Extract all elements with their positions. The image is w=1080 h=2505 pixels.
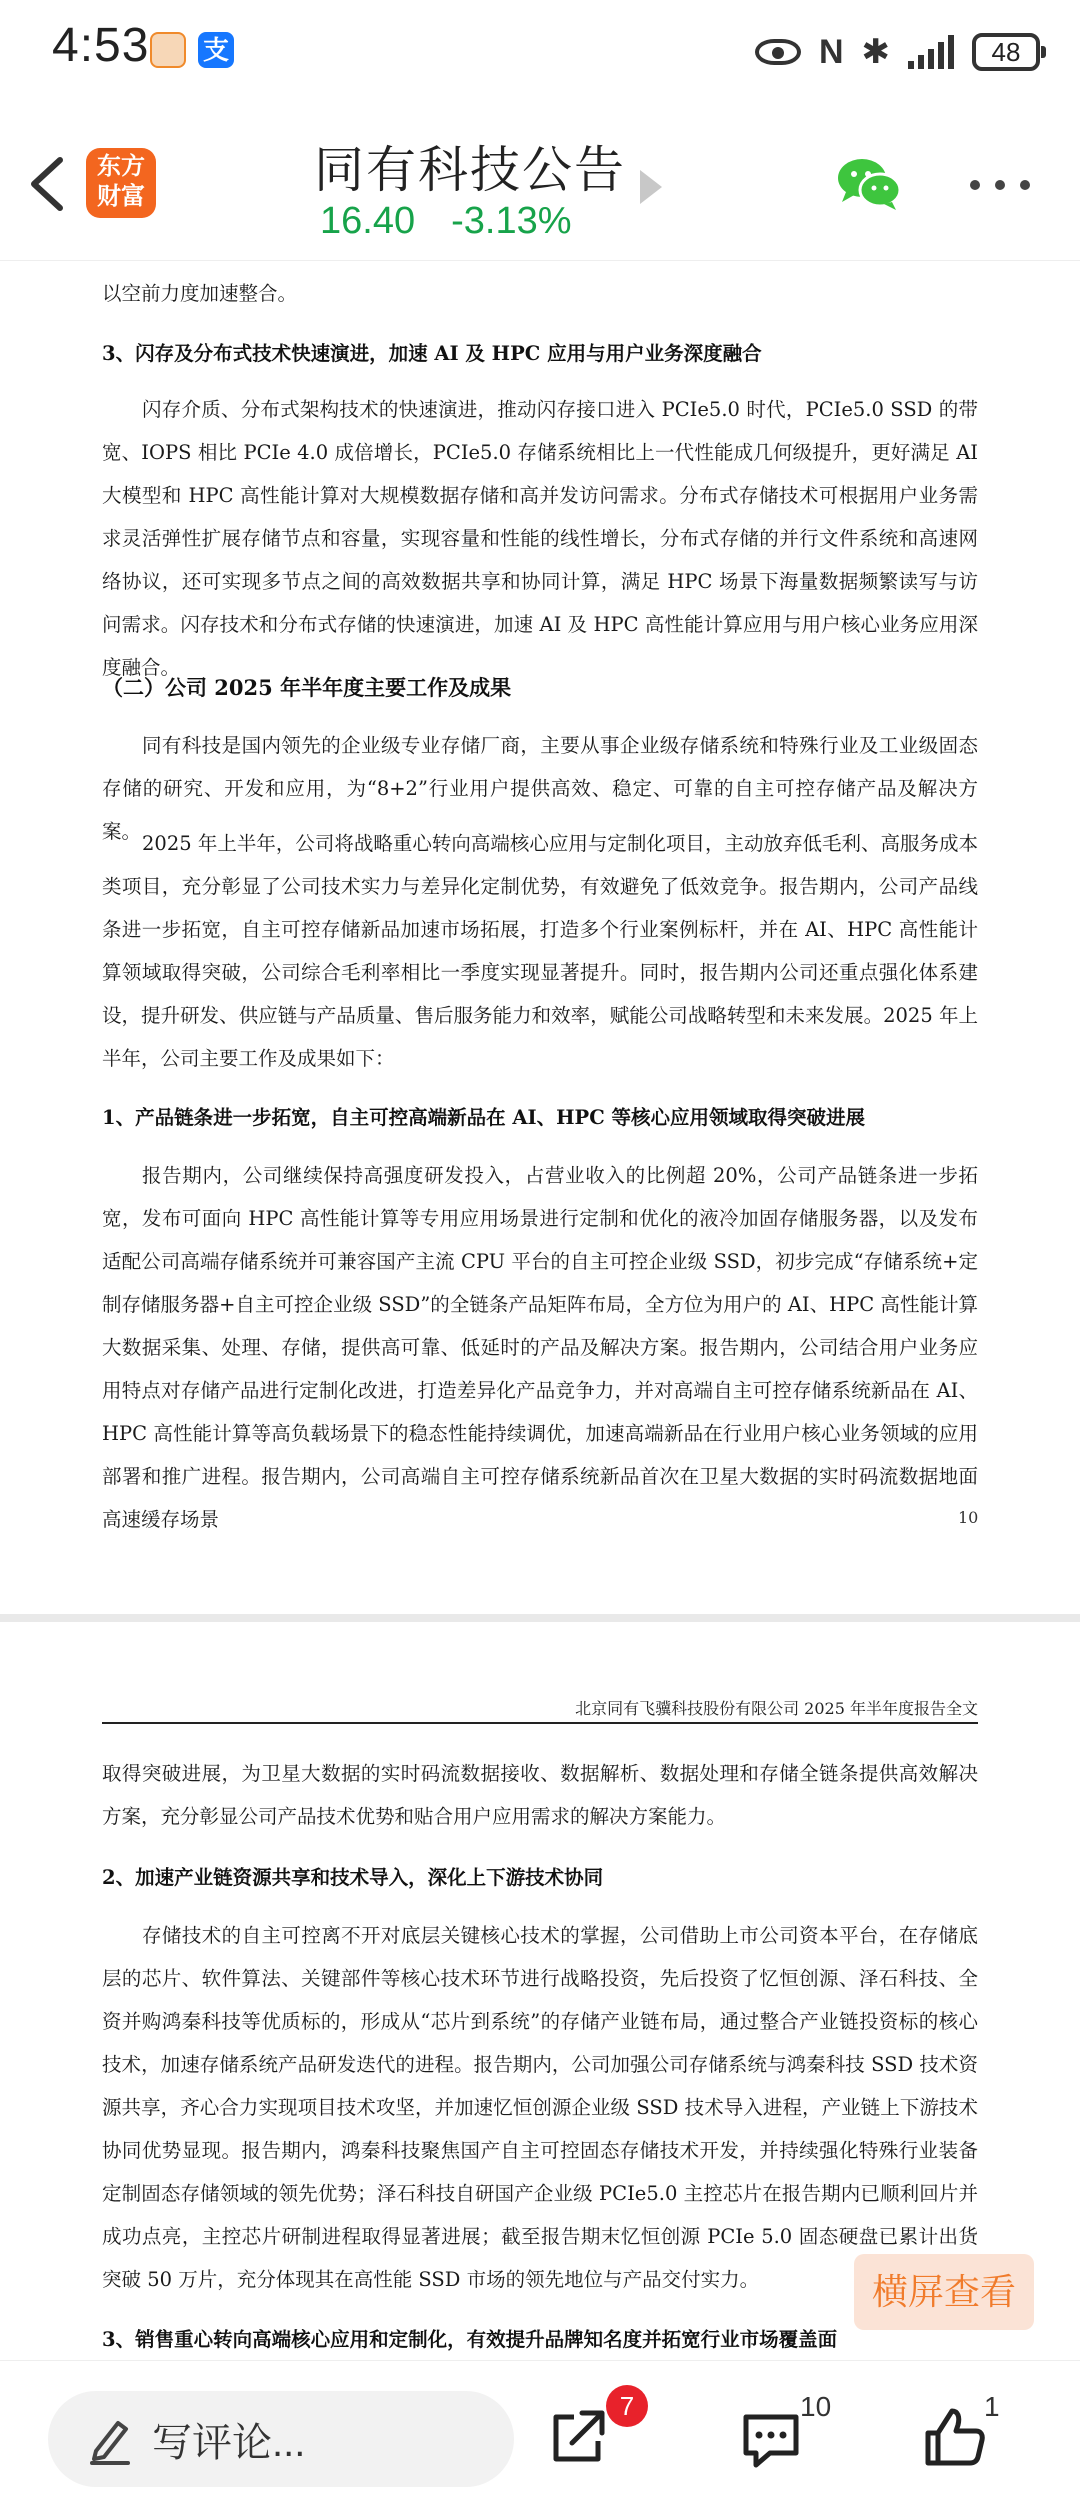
landscape-view-button[interactable]: 横屏查看 — [854, 2254, 1034, 2330]
thumbs-up-icon[interactable] — [924, 2407, 986, 2467]
paragraph: 2025 年上半年，公司将战略重心转向高端核心应用与定制化项目，主动放弃低毛利、高服务成本类项目，充分彰显了公司技术实力与差异化定制优势，有效避免了低效竞争。报告期内，公司产品线条进一步拓宽，自主可控存储新品加速市场拓展，打造多个行业案例标杆，并在 AI、HPC 高性能计算领域取得突破，公司综合毛利率相比一季度实现显著提升。同时，报告期内公司还重点强化体系建设，提升研发、供应链与产品质量、售后服务能力和效率，赋能公司战略转型和未来发展。2025 年上半年，公司主要工作及成果如下： — [102, 832, 978, 1070]
paragraph: 取得突破进展，为卫星大数据的实时码流数据接收、数据解析、数据处理和存储全链条提供高效解决方案，充分彰显公司产品技术优势和贴合用户应用需求的解决方案能力。 — [102, 1762, 978, 1828]
bottom-action-bar — [0, 2360, 1080, 2505]
paragraph: 报告期内，公司继续保持高强度研发投入，占营业收入的比例超 20%，公司产品链条进一步拓宽，发布可面向 HPC 高性能计算等专用应用场景进行定制和优化的液冷加固存储服务器，以及发布适配公司高端存储系统并可兼容国产主流 CPU 平台的自主可控企业级 SSD，初步完成“存储系统+定制存储服务器+自主可控企业级 SSD”的全链条产品矩阵布局，全方位为用户的 AI、HPC 高性能计算大数据采集、处理、存储，提供高可靠、低延时的产品及解决方案。报告期内，公司结合用户业务应用特点对存储产品进行定制化改进，打造差异化产品竞争力，并对高端自主可控存储系统新品在 AI、HPC 高性能计算等高负载场景下的稳态性能持续调优，加速高端新品在行业用户核心业务领域的应用部署和推广进程。报告期内，公司高端自主可控存储系统新品首次在卫星大数据的实时码流数据地面高速缓存场景 — [102, 1164, 978, 1531]
stock-quote[interactable] — [320, 200, 608, 243]
document-running-header: 北京同有飞骥科技股份有限公司 2025 年半年度报告全文 — [575, 1699, 978, 1718]
wechat-share-icon[interactable] — [834, 154, 904, 214]
logo-line-2: 财富 — [97, 183, 145, 210]
share-icon[interactable] — [548, 2407, 608, 2467]
stock-price: 16.40 — [320, 200, 416, 242]
paragraph: 闪存介质、分布式架构技术的快速演进，推动闪存接口进入 PCIe5.0 时代，PCIe5.0 SSD 的带宽、IOPS 相比 PCIe 4.0 成倍增长，PCIe5.0 存储系统相比上一代性能成几何级提升，更好满足 AI 大模型和 HPC 高性能计算对大规模数据存储和高并发访问需求。分布式存储技术可根据用户业务需求灵活弹性扩展存储节点和容量，实现容量和性能的线性增长，分布式存储的并行文件系统和高速网络协议，还可实现多节点之间的高效数据共享和协同计算，满足 HPC 场景下海量数据频繁读写与访问需求。闪存技术和分布式存储的快速演进，加速 AI 及 HPC 高性能计算应用与用户核心业务应用深度融合。 — [102, 398, 978, 679]
eye-icon — [755, 39, 801, 65]
section-heading: 3、销售重心转向高端核心应用和定制化，有效提升品牌知名度并拓宽行业市场覆盖面 — [102, 2328, 838, 2351]
section-heading: 3、闪存及分布式技术快速演进，加速 AI 及 HPC 应用与用户业务深度融合 — [102, 342, 762, 365]
bluetooth-icon: ✱ — [861, 33, 890, 71]
eastmoney-logo[interactable] — [86, 148, 156, 218]
app-header — [0, 110, 1080, 261]
comment-placeholder: 写评论... — [152, 2421, 306, 2465]
section-heading: 1、产品链条进一步拓宽，自主可控高端新品在 AI、HPC 等核心应用领域取得突破进展 — [102, 1106, 866, 1129]
more-options-icon[interactable] — [970, 180, 1030, 192]
pencil-icon — [88, 2415, 132, 2465]
share-badge: 7 — [606, 2385, 648, 2427]
paragraph: 同有科技是国内领先的企业级专业存储厂商，主要从事企业级存储系统和特殊行业及工业级固态存储的研究、开发和应用，为“8+2”行业用户提供高效、稳定、可靠的自主可控存储产品及解决方案。 — [102, 734, 978, 843]
alipay-notification-icon: 支 — [198, 32, 234, 68]
comment-count: 10 — [800, 2391, 832, 2422]
comment-icon[interactable] — [740, 2411, 802, 2469]
signal-icon — [908, 35, 954, 69]
page-number: 10 — [958, 1508, 979, 1527]
battery-icon: 48 — [972, 33, 1040, 71]
stock-change: -3.13% — [451, 200, 572, 242]
comment-input[interactable] — [48, 2391, 514, 2487]
paragraph: 存储技术的自主可控离不开对底层关键核心技术的掌握，公司借助上市公司资本平台，在存储底层的芯片、软件算法、关键部件等核心技术环节进行战略投资，先后投资了忆恒创源、泽石科技、全资并购鸿秦科技等优质标的，形成从“芯片到系统”的存储产业链布局，通过整合产业链投资标的核心技术，加速存储系统产品研发迭代的进程。报告期内，公司加强公司存储系统与鸿秦科技 SSD 技术资源共享，齐心合力实现项目技术攻坚，并加速忆恒创源企业级 SSD 技术导入进程，产业链上下游技术协同优势显现。报告期内，鸿秦科技聚焦国产自主可控固态存储技术开发，并持续强化特殊行业装备定制固态存储领域的领先优势；泽石科技自研国产企业级 PCIe5.0 主控芯片在报告期内已顺利回片并成功点亮，主控芯片研制进程取得显著进展；截至报告期末忆恒创源 PCIe 5.0 固态硬盘已累计出货突破 50 万片，充分体现其在高性能 SSD 市场的领先地位与产品交付实力。 — [102, 1924, 978, 2291]
status-bar — [0, 0, 1080, 110]
paragraph: 以空前力度加速整合。 — [102, 282, 298, 305]
status-icons — [755, 30, 1040, 74]
section-heading: （二）公司 2025 年半年度主要工作及成果 — [102, 675, 512, 700]
page-divider — [0, 1614, 1080, 1622]
section-heading: 2、加速产业链资源共享和技术导入，深化上下游技术协同 — [102, 1866, 604, 1889]
play-triangle-icon[interactable] — [640, 170, 662, 204]
logo-line-1: 东方 — [97, 153, 145, 180]
page-title: 同有科技公告 — [314, 142, 626, 198]
nfc-icon: N — [818, 32, 844, 71]
header-rule — [102, 1722, 978, 1724]
back-arrow-icon[interactable] — [20, 154, 80, 214]
like-count: 1 — [984, 2391, 1000, 2422]
clock: 4:53 — [52, 19, 150, 72]
app-notification-icon — [150, 32, 186, 68]
